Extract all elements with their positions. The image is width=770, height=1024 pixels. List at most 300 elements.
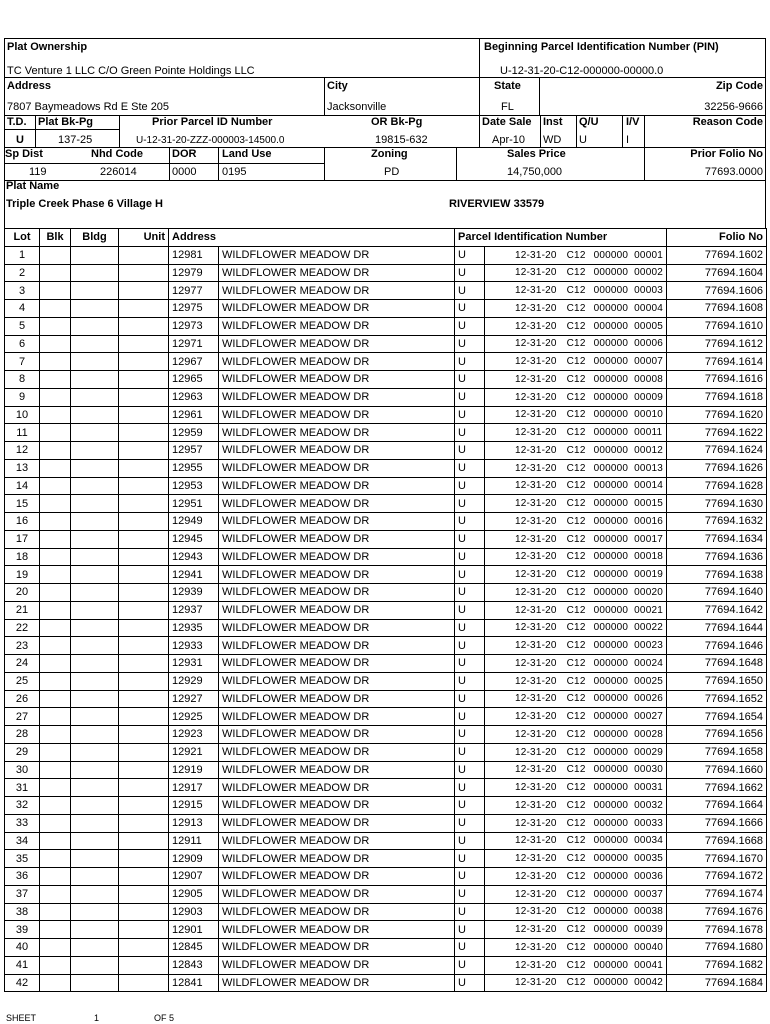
blk-cell	[40, 353, 71, 371]
blk-cell	[40, 690, 71, 708]
folio-cell: 77694.1634	[667, 530, 767, 548]
bldg-cell	[71, 637, 119, 655]
lot-cell: 39	[5, 921, 40, 939]
street-cell: WILDFLOWER MEADOW DR	[219, 530, 455, 548]
priorfolio-label: Prior Folio No	[690, 148, 763, 160]
pin-cell	[485, 601, 667, 619]
pin-cell	[485, 637, 667, 655]
pin-part: 000000	[593, 302, 629, 314]
folio-cell: 77694.1650	[667, 672, 767, 690]
folio-cell: 77694.1654	[667, 708, 767, 726]
street-cell: WILDFLOWER MEADOW DR	[219, 743, 455, 761]
pin-part: 00026	[634, 693, 663, 705]
pin-part: C12	[566, 249, 586, 261]
pin-part: 12-31-20	[515, 906, 557, 918]
bldg-cell	[71, 939, 119, 957]
street-cell: WILDFLOWER MEADOW DR	[219, 832, 455, 850]
landuse-label: Land Use	[222, 148, 272, 160]
bldg-cell	[71, 388, 119, 406]
township-code-cell: U	[455, 246, 485, 264]
unit-cell	[119, 637, 169, 655]
house-number-cell: 12843	[169, 956, 219, 974]
township-code-cell: U	[455, 601, 485, 619]
lot-cell: 28	[5, 726, 40, 744]
nhd-label: Nhd Code	[91, 148, 143, 160]
lot-rows	[5, 246, 767, 992]
pin-cell	[485, 513, 667, 531]
blk-cell	[40, 513, 71, 531]
street-cell: WILDFLOWER MEADOW DR	[219, 264, 455, 282]
nhd-value: 226014	[100, 166, 137, 178]
lot-cell: 32	[5, 797, 40, 815]
house-number-cell: 12963	[169, 388, 219, 406]
pin-part: 00035	[634, 853, 663, 865]
lot-cell: 31	[5, 779, 40, 797]
bldg-cell	[71, 335, 119, 353]
pin-cell	[485, 566, 667, 584]
house-number-cell: 12927	[169, 690, 219, 708]
state-label: State	[494, 80, 521, 92]
pin-part: C12	[566, 551, 586, 563]
pin-part: 000000	[593, 338, 629, 350]
unit-cell	[119, 406, 169, 424]
inst-label: Inst	[543, 116, 563, 128]
house-number-cell: 12909	[169, 850, 219, 868]
pin-cell	[485, 495, 667, 513]
pin-part: 00015	[634, 498, 663, 510]
pin-cell	[485, 761, 667, 779]
unit-cell	[119, 584, 169, 602]
bldg-cell	[71, 726, 119, 744]
pin-cell	[485, 371, 667, 389]
table-row	[5, 708, 767, 726]
priorfolio-value: 77693.0000	[704, 166, 763, 178]
bldg-cell	[71, 246, 119, 264]
street-cell: WILDFLOWER MEADOW DR	[219, 353, 455, 371]
pin-part: C12	[566, 285, 586, 297]
col-pin: Parcel Identification Number	[455, 229, 667, 247]
bldg-cell	[71, 956, 119, 974]
pin-part: 12-31-20	[515, 888, 557, 900]
street-cell: WILDFLOWER MEADOW DR	[219, 850, 455, 868]
unit-cell	[119, 939, 169, 957]
blk-cell	[40, 743, 71, 761]
street-cell: WILDFLOWER MEADOW DR	[219, 903, 455, 921]
pin-part: 00024	[634, 657, 663, 669]
lot-cell: 29	[5, 743, 40, 761]
blk-cell	[40, 477, 71, 495]
spdist-value: 119	[29, 166, 47, 178]
lot-cell: 7	[5, 353, 40, 371]
pin-part: C12	[566, 462, 586, 474]
pin-part: 000000	[593, 515, 629, 527]
pin-part: 12-31-20	[515, 356, 557, 368]
blk-cell	[40, 388, 71, 406]
lot-cell: 25	[5, 672, 40, 690]
house-number-cell: 12977	[169, 282, 219, 300]
table-row	[5, 495, 767, 513]
township-code-cell: U	[455, 672, 485, 690]
pin-cell	[485, 832, 667, 850]
pin-part: 00006	[634, 338, 663, 350]
township-code-cell: U	[455, 708, 485, 726]
bldg-cell	[71, 797, 119, 815]
lot-cell: 30	[5, 761, 40, 779]
pin-part: 00032	[634, 799, 663, 811]
unit-cell	[119, 619, 169, 637]
pin-cell	[485, 353, 667, 371]
blk-cell	[40, 655, 71, 673]
pin-cell	[485, 246, 667, 264]
blk-cell	[40, 566, 71, 584]
pin-cell	[485, 939, 667, 957]
table-header-row	[5, 229, 767, 247]
pin-cell	[485, 672, 667, 690]
unit-cell	[119, 548, 169, 566]
pin-part: C12	[566, 924, 586, 936]
bldg-cell	[71, 690, 119, 708]
bldg-cell	[71, 530, 119, 548]
township-code-cell: U	[455, 743, 485, 761]
folio-cell: 77694.1606	[667, 282, 767, 300]
table-row	[5, 246, 767, 264]
address-value: 7807 Baymeadows Rd E Ste 205	[7, 101, 170, 113]
house-number-cell: 12959	[169, 424, 219, 442]
pin-part: 000000	[593, 853, 629, 865]
pin-part: 12-31-20	[515, 853, 557, 865]
pin-part: 12-31-20	[515, 799, 557, 811]
pin-part: C12	[566, 604, 586, 616]
pin-cell	[485, 335, 667, 353]
table-row	[5, 388, 767, 406]
township-code-cell: U	[455, 885, 485, 903]
qu-value: U	[579, 134, 587, 146]
col-unit: Unit	[119, 229, 169, 247]
table-row	[5, 939, 767, 957]
pin-part: 000000	[593, 586, 629, 598]
table-row	[5, 850, 767, 868]
blk-cell	[40, 406, 71, 424]
folio-cell: 77694.1610	[667, 317, 767, 335]
pin-part: 00039	[634, 924, 663, 936]
bldg-cell	[71, 672, 119, 690]
house-number-cell: 12931	[169, 655, 219, 673]
bldg-cell	[71, 903, 119, 921]
bldg-cell	[71, 317, 119, 335]
qu-label: Q/U	[579, 116, 599, 128]
house-number-cell: 12911	[169, 832, 219, 850]
lot-cell: 18	[5, 548, 40, 566]
bldg-cell	[71, 442, 119, 460]
folio-cell: 77694.1612	[667, 335, 767, 353]
or-bkpg-value: 19815-632	[375, 134, 428, 146]
township-code-cell: U	[455, 939, 485, 957]
township-code-cell: U	[455, 371, 485, 389]
township-code-cell: U	[455, 566, 485, 584]
pin-part: C12	[566, 675, 586, 687]
pin-part: 12-31-20	[515, 675, 557, 687]
zoning-value: PD	[384, 166, 400, 178]
street-cell: WILDFLOWER MEADOW DR	[219, 300, 455, 318]
pin-part: C12	[566, 835, 586, 847]
pin-part: C12	[566, 782, 586, 794]
pin-cell	[485, 317, 667, 335]
header-block	[4, 38, 766, 228]
pin-part: C12	[566, 870, 586, 882]
prior-parcel-value: U-12-31-20-ZZZ-000003-14500.0	[136, 135, 285, 146]
house-number-cell: 12845	[169, 939, 219, 957]
salesprice-label: Sales Price	[507, 148, 566, 160]
blk-cell	[40, 264, 71, 282]
table-row	[5, 317, 767, 335]
pin-cell	[485, 530, 667, 548]
pin-part: 00010	[634, 409, 663, 421]
house-number-cell: 12841	[169, 974, 219, 992]
street-cell: WILDFLOWER MEADOW DR	[219, 495, 455, 513]
pin-part: 00007	[634, 356, 663, 368]
plat-bkpg-label: Plat Bk-Pg	[38, 116, 94, 128]
table-row	[5, 797, 767, 815]
house-number-cell: 12919	[169, 761, 219, 779]
house-number-cell: 12925	[169, 708, 219, 726]
pin-part: 12-31-20	[515, 924, 557, 936]
township-code-cell: U	[455, 264, 485, 282]
table-row	[5, 513, 767, 531]
col-address: Address	[169, 229, 455, 247]
street-cell: WILDFLOWER MEADOW DR	[219, 655, 455, 673]
unit-cell	[119, 956, 169, 974]
township-code-cell: U	[455, 797, 485, 815]
house-number-cell: 12937	[169, 601, 219, 619]
pin-cell	[485, 459, 667, 477]
table-row	[5, 619, 767, 637]
unit-cell	[119, 477, 169, 495]
pin-part: C12	[566, 693, 586, 705]
unit-cell	[119, 495, 169, 513]
lot-cell: 8	[5, 371, 40, 389]
pin-part: 000000	[593, 959, 629, 971]
pin-part: 00031	[634, 782, 663, 794]
house-number-cell: 12945	[169, 530, 219, 548]
date-sale-label: Date Sale	[482, 116, 532, 128]
blk-cell	[40, 584, 71, 602]
blk-cell	[40, 868, 71, 886]
house-number-cell: 12975	[169, 300, 219, 318]
street-cell: WILDFLOWER MEADOW DR	[219, 939, 455, 957]
pin-part: 000000	[593, 356, 629, 368]
pin-part: C12	[566, 586, 586, 598]
lot-cell: 15	[5, 495, 40, 513]
pin-cell	[485, 388, 667, 406]
pin-cell	[485, 424, 667, 442]
pin-part: C12	[566, 427, 586, 439]
city-label: City	[327, 80, 348, 92]
blk-cell	[40, 619, 71, 637]
lot-cell: 19	[5, 566, 40, 584]
pin-part: 00022	[634, 622, 663, 634]
salesprice-value: 14,750,000	[507, 166, 563, 178]
table-row	[5, 921, 767, 939]
lot-cell: 2	[5, 264, 40, 282]
pin-cell	[485, 584, 667, 602]
street-cell: WILDFLOWER MEADOW DR	[219, 246, 455, 264]
folio-cell: 77694.1644	[667, 619, 767, 637]
td-label: T.D.	[7, 116, 27, 128]
bldg-cell	[71, 300, 119, 318]
pin-part: 00013	[634, 462, 663, 474]
house-number-cell: 12929	[169, 672, 219, 690]
table-row	[5, 264, 767, 282]
lot-cell: 24	[5, 655, 40, 673]
street-cell: WILDFLOWER MEADOW DR	[219, 442, 455, 460]
pin-cell	[485, 708, 667, 726]
pin-part: C12	[566, 941, 586, 953]
pin-part: 12-31-20	[515, 586, 557, 598]
pin-part: 00002	[634, 267, 663, 279]
pin-part: 00008	[634, 373, 663, 385]
pin-part: 12-31-20	[515, 764, 557, 776]
pin-part: 12-31-20	[515, 817, 557, 829]
platname-label: Plat Name	[6, 180, 60, 192]
blk-cell	[40, 672, 71, 690]
township-code-cell: U	[455, 974, 485, 992]
pin-part: 00040	[634, 941, 663, 953]
pin-cell	[485, 814, 667, 832]
td-value: U	[16, 134, 24, 146]
pin-part: 00016	[634, 515, 663, 527]
blk-cell	[40, 921, 71, 939]
township-code-cell: U	[455, 406, 485, 424]
pin-part: 12-31-20	[515, 977, 557, 989]
blk-cell	[40, 282, 71, 300]
pin-part: C12	[566, 746, 586, 758]
unit-cell	[119, 335, 169, 353]
folio-cell: 77694.1640	[667, 584, 767, 602]
pin-part: 000000	[593, 462, 629, 474]
pin-part: 000000	[593, 444, 629, 456]
house-number-cell: 12957	[169, 442, 219, 460]
bldg-cell	[71, 406, 119, 424]
pin-part: 000000	[593, 693, 629, 705]
folio-cell: 77694.1618	[667, 388, 767, 406]
pin-part: 00003	[634, 285, 663, 297]
pin-part: 000000	[593, 711, 629, 723]
bldg-cell	[71, 353, 119, 371]
bldg-cell	[71, 371, 119, 389]
street-cell: WILDFLOWER MEADOW DR	[219, 956, 455, 974]
table-row	[5, 477, 767, 495]
street-cell: WILDFLOWER MEADOW DR	[219, 619, 455, 637]
blk-cell	[40, 708, 71, 726]
pin-part: C12	[566, 302, 586, 314]
street-cell: WILDFLOWER MEADOW DR	[219, 406, 455, 424]
street-cell: WILDFLOWER MEADOW DR	[219, 584, 455, 602]
pin-part: C12	[566, 533, 586, 545]
house-number-cell: 12917	[169, 779, 219, 797]
folio-cell: 77694.1602	[667, 246, 767, 264]
blk-cell	[40, 601, 71, 619]
pin-part: 12-31-20	[515, 285, 557, 297]
pin-part: C12	[566, 391, 586, 403]
pin-part: C12	[566, 320, 586, 332]
township-code-cell: U	[455, 353, 485, 371]
lot-cell: 13	[5, 459, 40, 477]
table-row	[5, 371, 767, 389]
pin-part: C12	[566, 409, 586, 421]
table-row	[5, 761, 767, 779]
street-cell: WILDFLOWER MEADOW DR	[219, 424, 455, 442]
street-cell: WILDFLOWER MEADOW DR	[219, 477, 455, 495]
platname-value: Triple Creek Phase 6 Village H	[6, 198, 163, 210]
pin-part: 000000	[593, 728, 629, 740]
pin-part: 000000	[593, 640, 629, 652]
blk-cell	[40, 637, 71, 655]
bldg-cell	[71, 566, 119, 584]
street-cell: WILDFLOWER MEADOW DR	[219, 974, 455, 992]
pin-part: C12	[566, 480, 586, 492]
blk-cell	[40, 832, 71, 850]
unit-cell	[119, 388, 169, 406]
zip-label: Zip Code	[715, 80, 763, 92]
col-bldg: Bldg	[71, 229, 119, 247]
pin-part: 12-31-20	[515, 409, 557, 421]
lot-cell: 27	[5, 708, 40, 726]
pin-part: 12-31-20	[515, 338, 557, 350]
reason-label: Reason Code	[692, 116, 763, 128]
unit-cell	[119, 459, 169, 477]
pin-part: C12	[566, 853, 586, 865]
pin-part: 12-31-20	[515, 569, 557, 581]
pin-part: C12	[566, 569, 586, 581]
pin-cell	[485, 690, 667, 708]
township-code-cell: U	[455, 388, 485, 406]
dor-label: DOR	[172, 148, 197, 160]
pin-cell	[485, 264, 667, 282]
table-row	[5, 566, 767, 584]
blk-cell	[40, 459, 71, 477]
pin-part: 000000	[593, 906, 629, 918]
street-cell: WILDFLOWER MEADOW DR	[219, 459, 455, 477]
unit-cell	[119, 726, 169, 744]
folio-cell: 77694.1674	[667, 885, 767, 903]
pin-part: C12	[566, 498, 586, 510]
table-row	[5, 584, 767, 602]
folio-cell: 77694.1608	[667, 300, 767, 318]
pin-part: 000000	[593, 604, 629, 616]
unit-cell	[119, 317, 169, 335]
lot-cell: 5	[5, 317, 40, 335]
pin-part: 00023	[634, 640, 663, 652]
street-cell: WILDFLOWER MEADOW DR	[219, 317, 455, 335]
house-number-cell: 12951	[169, 495, 219, 513]
pin-part: 12-31-20	[515, 480, 557, 492]
pin-part: C12	[566, 622, 586, 634]
table-row	[5, 690, 767, 708]
pin-part: C12	[566, 906, 586, 918]
pin-part: 000000	[593, 782, 629, 794]
unit-cell	[119, 921, 169, 939]
folio-cell: 77694.1604	[667, 264, 767, 282]
unit-cell	[119, 743, 169, 761]
unit-cell	[119, 371, 169, 389]
township-code-cell: U	[455, 832, 485, 850]
house-number-cell: 12921	[169, 743, 219, 761]
lot-cell: 33	[5, 814, 40, 832]
pin-part: 12-31-20	[515, 533, 557, 545]
folio-cell: 77694.1626	[667, 459, 767, 477]
pin-part: 00021	[634, 604, 663, 616]
pin-part: 00014	[634, 480, 663, 492]
